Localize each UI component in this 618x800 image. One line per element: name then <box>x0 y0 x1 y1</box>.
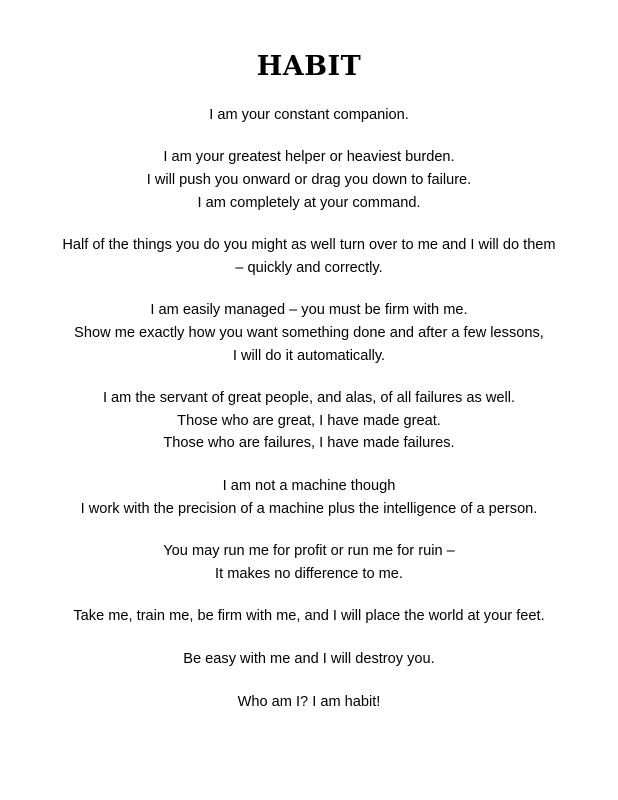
poem-stanza <box>58 540 560 585</box>
poem-line: I am your constant companion. <box>209 106 409 123</box>
poem-line: Be easy with me and I will destroy you. <box>183 651 435 668</box>
poem-line: I am your greatest helper or heaviest burden. <box>163 149 455 166</box>
poem-line: It makes no difference to me. <box>215 565 403 582</box>
poem-line: Who am I? I am habit! <box>237 693 381 710</box>
poem-line: I am not a machine though <box>222 478 396 494</box>
poem-line: I work with the precision of a machine plus the intelligence of a person. <box>80 500 538 517</box>
poem-stanza <box>58 691 560 714</box>
poem-line: Those who are failures, I have made failures. <box>163 435 455 452</box>
poem-line: Take me, train me, be firm with me, and I will place the world at your feet. <box>73 608 545 625</box>
poem-stanza <box>58 387 560 455</box>
poem-line: You may run me for profit or run me for ruin – <box>163 543 455 560</box>
poem-stanza <box>58 146 560 214</box>
poem-stanza <box>58 605 560 628</box>
poem-line: Half of the things you do you might as well turn over to me and I will do them – quickly and correctly. <box>62 237 556 276</box>
poem-stanza <box>58 299 560 367</box>
poem-line: I am completely at your command. <box>197 194 421 211</box>
poem-stanza <box>58 648 560 671</box>
poem-line: I am easily managed – you must be firm with me. <box>150 302 468 319</box>
poem-line: Show me exactly how you want something done and after a few lessons, I will do it automatically. <box>74 324 544 364</box>
poem-line: I will push you onward or drag you down to failure. <box>146 171 472 188</box>
poem-stanza <box>58 104 560 127</box>
page-title: HABIT <box>256 51 362 82</box>
poem-line: Those who are great, I have made great. <box>177 412 441 429</box>
poem-stanza <box>58 234 560 279</box>
poem-line: I am the servant of great people, and alas, of all failures as well. <box>102 390 516 407</box>
poem-stanza <box>58 475 560 520</box>
